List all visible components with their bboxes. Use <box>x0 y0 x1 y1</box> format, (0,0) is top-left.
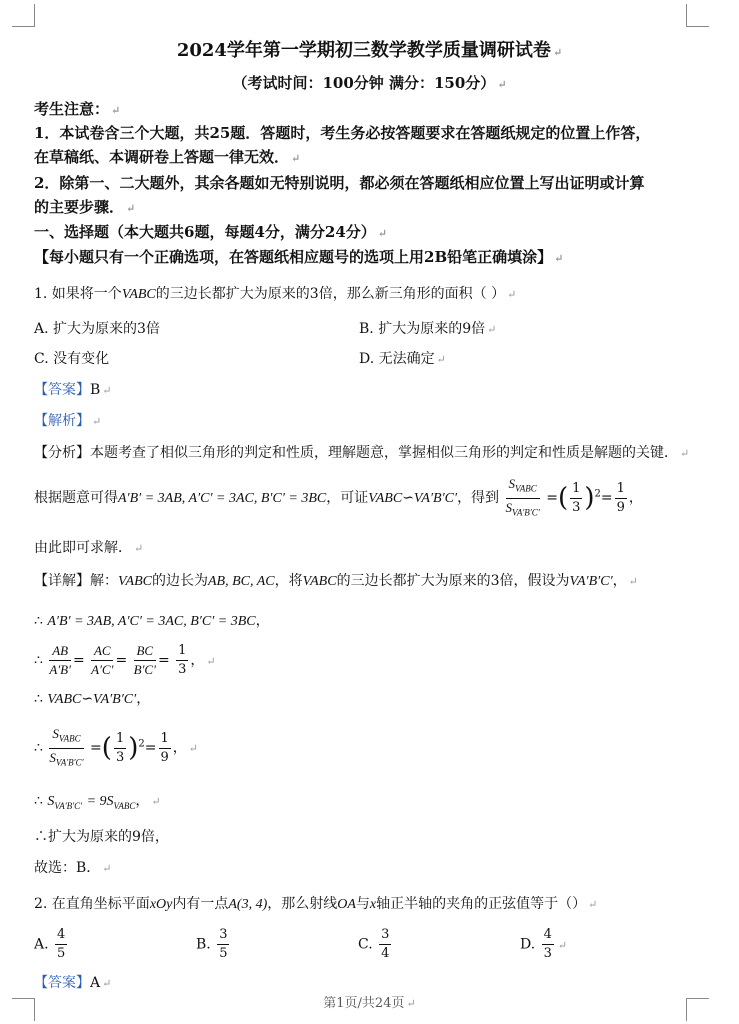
q1-answer: 【答案】B ↵ <box>34 382 112 398</box>
q2-answer: 【答案】A ↵ <box>34 975 112 991</box>
corner-mark-top-right <box>686 4 709 27</box>
q1-fenxi: 【分析】本题考查了相似三角形的判定和性质，理解题意，掌握相似三角形的判定和性质是解题的关键． ↵ <box>34 445 690 461</box>
corner-mark-top-left <box>12 4 35 27</box>
q1-step-4: ∴ $\frac{S_{VABC}}{S_{VA'B'C'}}$ =( $\frac{1}{3}$ )$^2$= $\frac{1}{9}$ ， ↵ <box>34 726 198 768</box>
notice-heading: 考生注意： ↵ <box>34 100 121 118</box>
q1-option-b: B. 扩大为原来的9倍 ↵ <box>359 321 497 337</box>
notice-item-1a: 1．本试卷含三个大题，共25题．答题时，考生务必按答题要求在答题纸规定的位置上作答， <box>34 124 651 142</box>
section-heading: 一、选择题（本大题共6题，每题4分，满分24分） ↵ <box>34 223 387 241</box>
q2-option-b: B. $\frac{3}{5}$ <box>196 927 228 961</box>
area-ratio-fraction: $\frac{S_{VABC}}{S_{VA'B'C'}}$ <box>505 476 540 518</box>
q1-xiangjie: 【详解】解：VABC的边长为AB, BC, AC，将VABC的三边长都扩大为原来的3倍，假设为VA′B′C′， ↵ <box>34 573 638 589</box>
exam-info: （考试时间：100分钟 满分：150分） ↵ <box>232 74 507 92</box>
section-instruction: 【每小题只有一个正确选项，在答题纸相应题号的选项上用2B铅笔正确填涂】 ↵ <box>34 248 564 266</box>
q1-reasoning-line: 根据题意可得A′B′ = 3AB, A′C′ = 3AC, B′C′ = 3BC，可证VABC∽VA′B′C′，得到 $\frac{S_{VABC}}{S_{VA'B'C'}}$ =( $\frac{1}{3}$ )$^2$= $\frac{1}{9}$ ， <box>34 475 643 521</box>
q1-step-3: ∴ VABC∽VA′B′C′， <box>34 691 151 707</box>
q2-option-d: D. $\frac{4}{3}$ ↵ <box>520 927 568 961</box>
page-number: 第1页/共24页 ↵ <box>323 996 416 1011</box>
q1-choose: 故选：B． ↵ <box>34 860 112 876</box>
q2-stem: 2. 在直角坐标平面xOy内有一点A(3, 4)，那么射线OA与x轴正半轴的夹角的正弦值等于（） ↵ <box>34 896 598 912</box>
q1-option-d: D. 无法确定 ↵ <box>359 351 446 367</box>
notice-item-2b: 的主要步骤． ↵ <box>34 198 136 216</box>
q1-step-2: ∴ $\frac{AB}{A'B'}$ = $\frac{AC}{A'C'}$ = $\frac{BC}{B'C'}$ = $\frac{1}{3}$ ， ↵ <box>34 643 216 677</box>
q1-step-5: ∴ $S_{VA'B'C'} = 9S_{VABC}$， ↵ <box>34 793 161 811</box>
page-title: 2024学年第一学期初三数学教学质量调研试卷 ↵ <box>176 40 563 61</box>
notice-item-1b: 在草稿纸、本调研卷上答题一律无效． ↵ <box>34 148 301 166</box>
notice-item-2a: 2．除第一、二大题外，其余各题如无特别说明，都必须在答题纸相应位置上写出证明或计算 <box>34 174 645 192</box>
q1-stem: 1. 如果将一个VABC的三边长都扩大为原来的3倍，那么新三角形的面积（ ） ↵ <box>34 286 517 302</box>
q1-option-a: A. 扩大为原来的3倍 <box>34 321 160 337</box>
q1-conclude: 由此即可求解． ↵ <box>34 540 144 556</box>
q1-step-6: ∴扩大为原来的9倍， <box>34 829 169 845</box>
q1-option-c: C. 没有变化 <box>34 351 110 367</box>
q1-analysis-label: 【解析】 ↵ <box>34 413 102 429</box>
q2-option-a: A. $\frac{4}{5}$ <box>34 927 66 961</box>
q2-option-c: C. $\frac{3}{4}$ <box>358 927 390 961</box>
q1-step-1: ∴ A′B′ = 3AB, A′C′ = 3AC, B′C′ = 3BC， <box>34 613 270 629</box>
